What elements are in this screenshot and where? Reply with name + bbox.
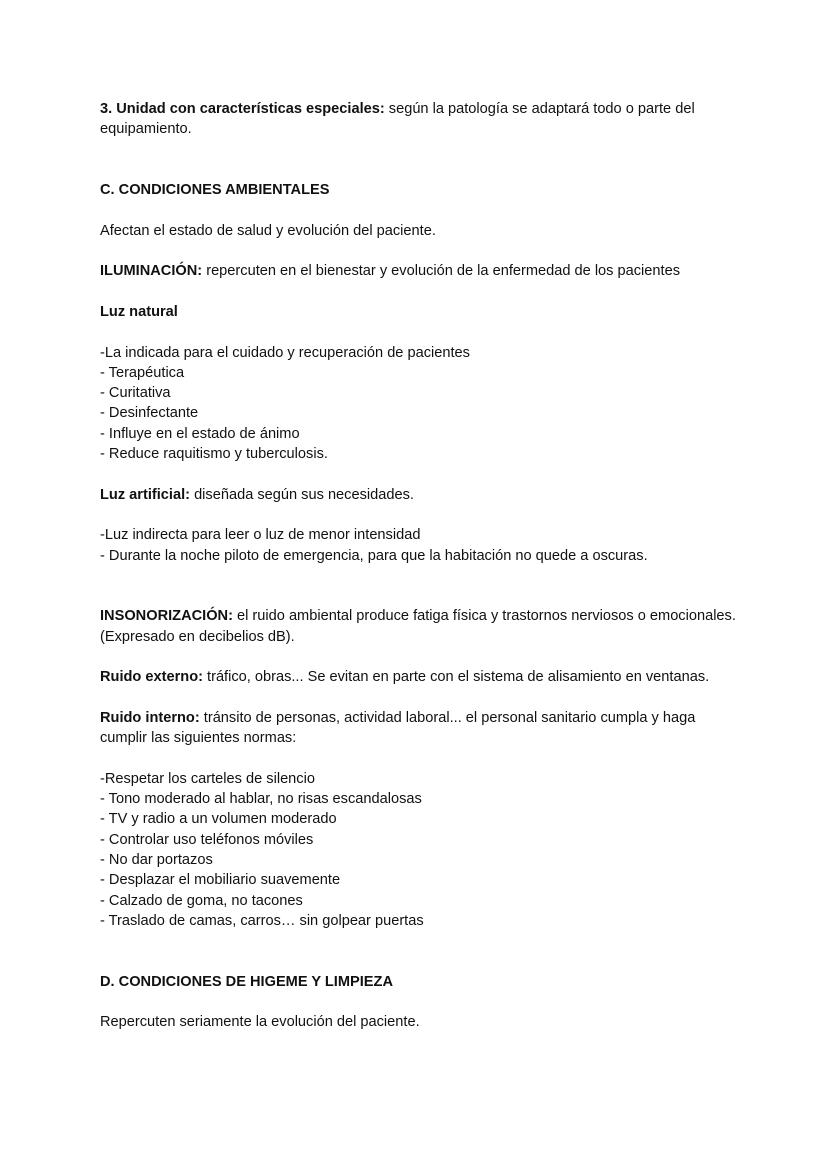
list-item: - TV y radio a un volumen moderado (100, 811, 337, 828)
iluminacion-paragraph (100, 261, 740, 281)
luz-natural-heading: Luz natural (100, 303, 178, 320)
list-item: - Durante la noche piloto de emergencia, para que la habitación no quede a oscuras. (100, 547, 648, 564)
unit-special-text: según la patología se adaptará todo o parte del equipamiento. (100, 101, 695, 138)
list-item: - Desplazar el mobiliario suavemente (100, 872, 341, 889)
list-item: - Curitativa (100, 385, 171, 402)
insonorizacion-text: el ruido ambiental produce fatiga física y trastornos nerviosos o emocionales. (Expresado en decibelios dB). (100, 608, 736, 645)
ruido-interno-list (100, 769, 740, 931)
ruido-externo-text: tráfico, obras... Se evitan en parte con el sistema de alisamiento en ventanas. (202, 669, 710, 686)
list-item: - Desinfectante (100, 405, 199, 422)
section-c-heading: C. CONDICIONES AMBIENTALES (100, 182, 330, 199)
luz-artificial-label: Luz artificial: (100, 486, 191, 503)
ruido-externo-label: Ruido externo: (100, 669, 203, 686)
insonorizacion-paragraph (100, 606, 740, 647)
luz-natural-list (100, 343, 740, 465)
section-d-intro: Repercuten seriamente la evolución del paciente. (100, 1014, 420, 1031)
iluminacion-text: repercuten en el bienestar y evolución de la enfermedad de los pacientes (202, 263, 681, 280)
unit-special-paragraph (100, 99, 740, 140)
list-item: -Respetar los carteles de silencio (100, 770, 315, 787)
ruido-interno-paragraph (100, 708, 740, 749)
iluminacion-label: ILUMINACIÓN: (100, 263, 203, 280)
list-item: - No dar portazos (100, 851, 213, 868)
list-item: - Tono moderado al hablar, no risas escandalosas (100, 791, 422, 808)
list-item: - Traslado de camas, carros… sin golpear puertas (100, 912, 424, 929)
ruido-interno-text: tránsito de personas, actividad laboral... el personal sanitario cumpla y haga cumplir las siguientes normas: (100, 709, 696, 747)
unit-special-label: 3. Unidad con características especiales: (100, 101, 385, 117)
insonorizacion-label: INSONORIZACIÓN: (100, 608, 233, 625)
list-item: - Controlar uso teléfonos móviles (100, 831, 314, 848)
ruido-interno-label: Ruido interno: (100, 709, 200, 726)
list-item: - Calzado de goma, no tacones (100, 892, 303, 909)
section-d-heading: D. CONDICIONES DE HIGEME Y LIMPIEZA (100, 973, 393, 990)
section-c-intro: Afectan el estado de salud y evolución del paciente. (100, 222, 436, 239)
ruido-externo-paragraph (100, 667, 740, 687)
list-item: - Reduce raquitismo y tuberculosis. (100, 446, 328, 463)
luz-artificial-paragraph (100, 485, 740, 505)
list-item: -La indicada para el cuidado y recuperación de pacientes (100, 344, 470, 361)
luz-artificial-text: diseñada según sus necesidades. (190, 486, 414, 503)
list-item: -Luz indirecta para leer o luz de menor intensidad (100, 527, 421, 544)
luz-artificial-list (100, 525, 740, 566)
document-page (100, 99, 740, 1033)
list-item: - Terapéutica (100, 364, 185, 381)
list-item: - Influye en el estado de ánimo (100, 425, 300, 442)
